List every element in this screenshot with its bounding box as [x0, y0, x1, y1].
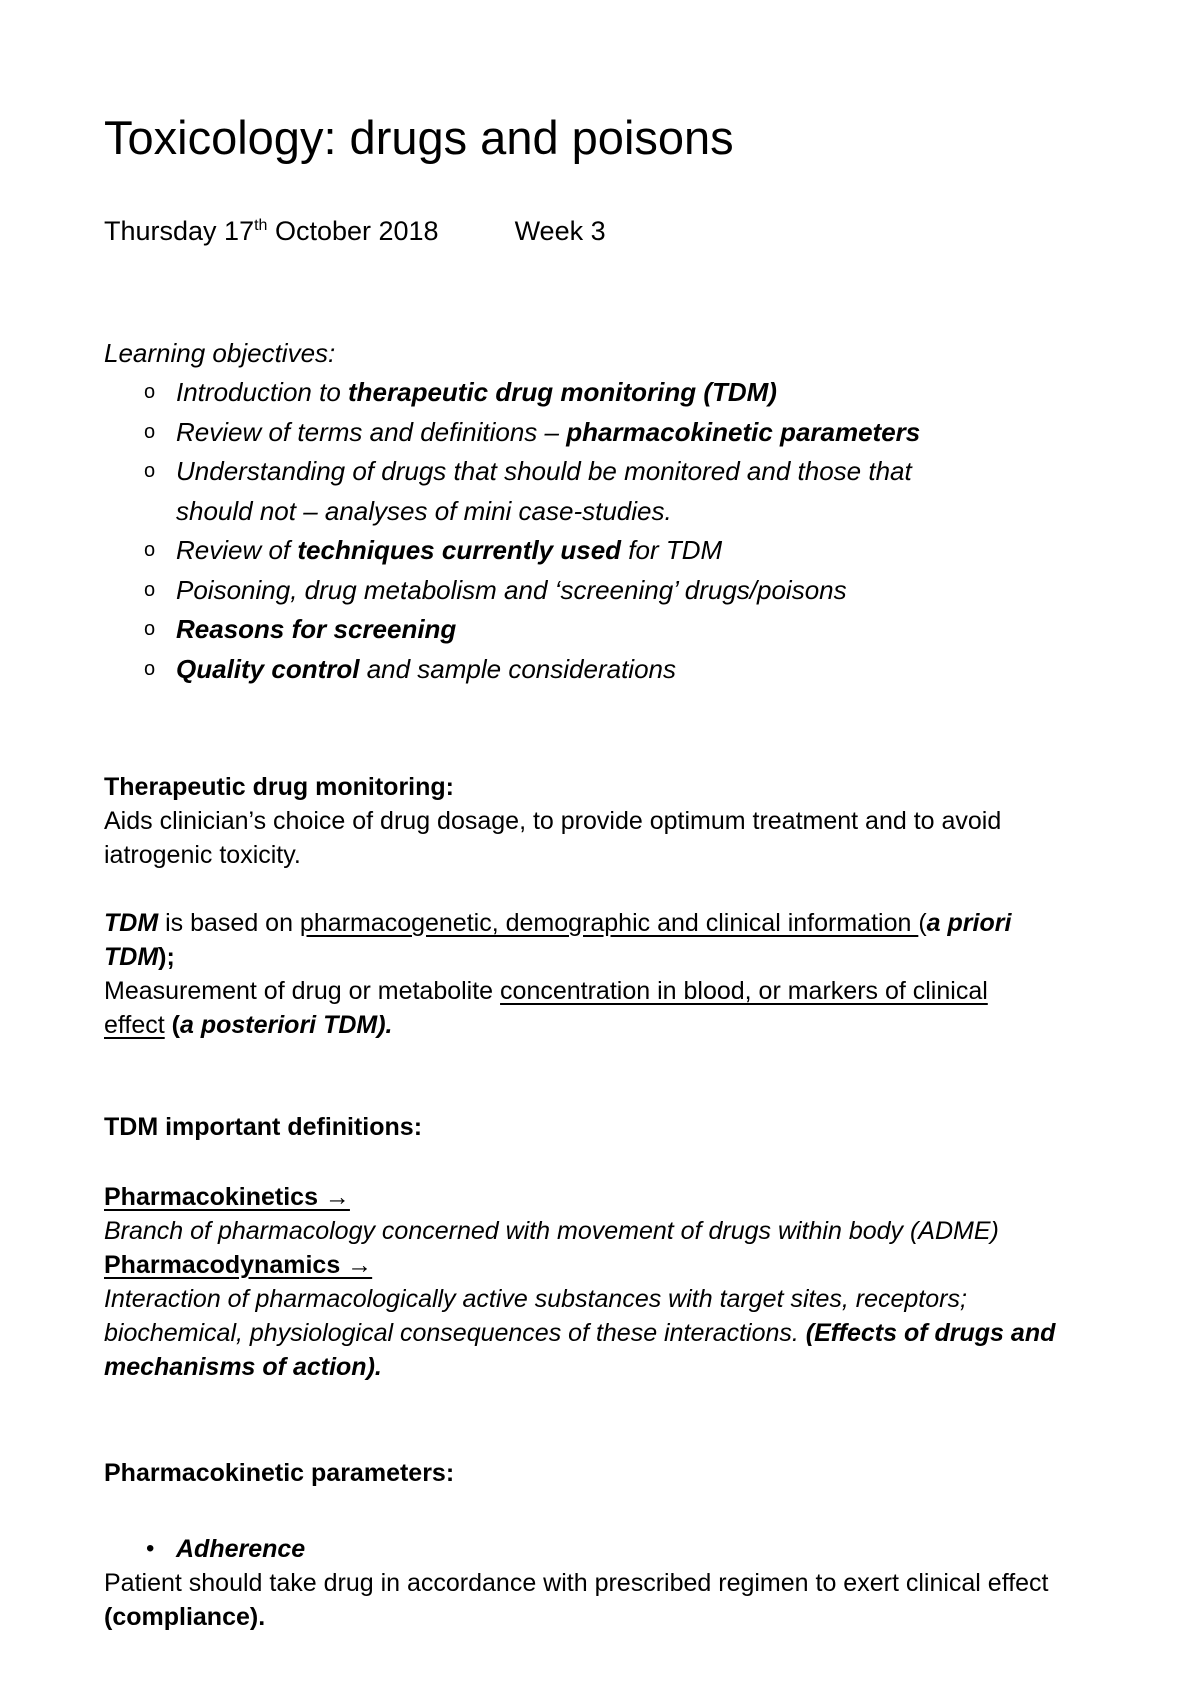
circle-bullet-icon: o — [144, 618, 156, 640]
document-title: Toxicology: drugs and poisons — [104, 111, 734, 164]
adherence-item: • Adherence — [104, 1532, 504, 1566]
circle-bullet-icon: o — [144, 578, 156, 601]
bullet-dot-icon: • — [146, 1535, 155, 1562]
date-day: Thursday 17 — [104, 216, 255, 246]
objective-item: o Review of terms and definitions – pharmacokinetic parameters — [104, 413, 920, 453]
week-label: Week 3 — [514, 216, 606, 246]
tdm-measurement-line: Measurement of drug or metabolite concentration in blood, or markers of clinical — [104, 977, 988, 1005]
objective-item: o Introduction to therapeutic drug monitoring (TDM) — [104, 373, 920, 413]
pharmacokinetics-term: Pharmacokinetics → — [104, 1183, 350, 1211]
objective-item-continuation: should not – analyses of mini case-studies. — [176, 495, 672, 526]
definitions-heading: TDM important definitions: — [104, 1113, 423, 1141]
tdm-heading: Therapeutic drug monitoring: — [104, 773, 454, 801]
tdm-basis-line: TDM is based on pharmacogenetic, demographic and clinical information (a priori — [104, 909, 1012, 937]
date-month-year: October 2018 — [267, 216, 439, 246]
pharmacokinetics-definition: Branch of pharmacology concerned with movement of drugs within body (ADME) — [104, 1217, 999, 1245]
pk-parameters-heading: Pharmacokinetic parameters: — [104, 1459, 455, 1487]
tdm-paragraph-line: Aids clinician’s choice of drug dosage, to provide optimum treatment and to avoid — [104, 807, 1002, 835]
objective-item: o Review of techniques currently used for TDM — [104, 531, 920, 571]
date-ordinal-suffix: th — [254, 217, 268, 234]
tdm-basis-line: TDM); — [104, 943, 175, 971]
circle-bullet-icon: o — [144, 657, 156, 680]
pharmacodynamics-term: Pharmacodynamics → — [104, 1251, 373, 1279]
circle-bullet-icon: o — [144, 460, 156, 482]
learning-objectives-list — [104, 373, 920, 689]
pharmacodynamics-definition: mechanisms of action). — [104, 1353, 382, 1381]
objective-item: o Understanding of drugs that should be monitored and those that — [104, 452, 920, 492]
objective-item: o Quality control and sample considerations — [104, 650, 920, 690]
adherence-description: (compliance). — [104, 1603, 266, 1631]
tdm-paragraph-line: iatrogenic toxicity. — [104, 841, 301, 869]
circle-bullet-icon: o — [144, 381, 156, 403]
objective-item: o Poisoning, drug metabolism and ‘screening’ drugs/poisons — [104, 571, 920, 611]
circle-bullet-icon: o — [144, 539, 156, 561]
date-line — [104, 214, 606, 248]
learning-objectives-heading: Learning objectives: — [104, 338, 336, 368]
objective-item: o Reasons for screening — [104, 610, 920, 650]
tdm-measurement-line: effect (a posteriori TDM). — [104, 1011, 393, 1039]
circle-bullet-icon: o — [144, 420, 156, 443]
pharmacodynamics-definition: Interaction of pharmacologically active substances with target sites, receptors; — [104, 1285, 967, 1313]
pharmacodynamics-definition: biochemical, physiological consequences of these interactions. (Effects of drugs and — [104, 1319, 1056, 1347]
adherence-description: Patient should take drug in accordance with prescribed regimen to exert clinical effect — [104, 1569, 1049, 1597]
